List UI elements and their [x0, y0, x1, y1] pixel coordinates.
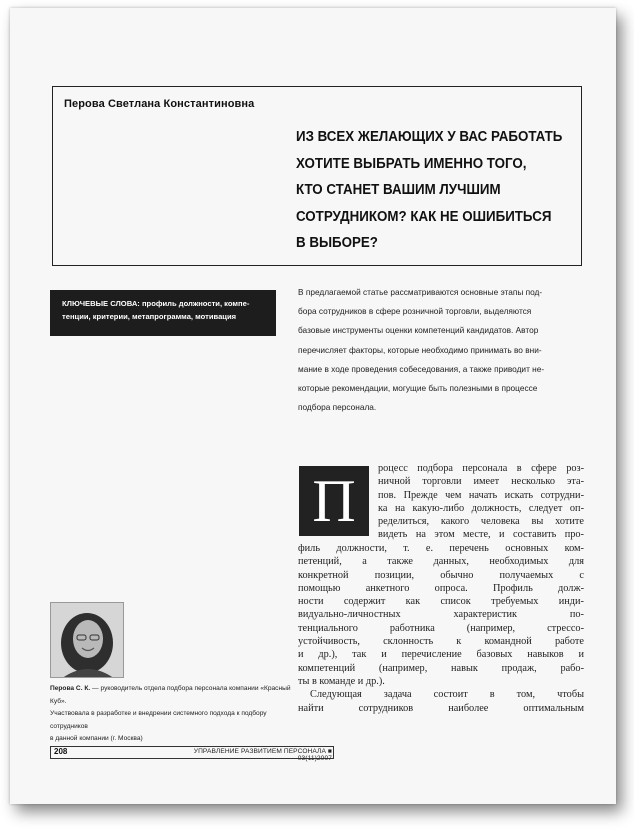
author-caption	[50, 683, 292, 746]
caption-text: — руководитель отдела подбора персонала компании «Красный Куб».	[50, 685, 291, 705]
caption-line: Участвовала в разработке и внедрении системного подхода к подбору сотрудников	[50, 710, 267, 730]
body-line: ты в команде и др.).	[298, 675, 385, 687]
page-number: 208	[54, 747, 68, 756]
abstract-line: которые рекомендации, могущие быть полезными в процессе	[298, 383, 538, 394]
body-line: видеть на этом месте, и составить про-	[378, 529, 584, 541]
keywords-text: профиль должности, компе-	[141, 299, 250, 308]
body-line: пов. Прежде чем начать искать сотрудни-	[378, 489, 584, 501]
body-line: Следующая задача состоит в том, чтобы	[310, 689, 584, 701]
keywords-line	[62, 297, 264, 310]
abstract-line: подбора персонала.	[298, 402, 377, 413]
body-line: найти сотрудников наиболее оптимальным	[298, 702, 584, 714]
body-line: ничной торговли имеет несколько эта-	[378, 476, 584, 488]
keywords-line: тенции, критерии, метапрограмма, мотивация	[62, 312, 237, 321]
body-line: видуально-личностных характеристик по-	[298, 609, 584, 621]
caption-name: Перова С. К.	[50, 685, 91, 692]
body-line: ка на какую-либо должность, следует оп-	[378, 502, 584, 514]
body-line: устойчивость, склонность к командной работе	[298, 636, 584, 648]
body-line: ределиться, какого человека вы хотите	[378, 516, 584, 528]
abstract-line: В предлагаемой статье рассматриваются основные этапы под-	[298, 287, 543, 297]
keywords-label: КЛЮЧЕВЫЕ СЛОВА:	[62, 299, 140, 308]
body-text-indented	[378, 462, 584, 542]
body-line: тенциального работника (например, стрессо-	[298, 622, 584, 634]
body-line: и др.), так и перечисление базовых навыков и	[298, 649, 584, 661]
body-line: компетенций (например, навык продаж, рабо-	[298, 662, 584, 674]
caption-line	[50, 683, 292, 708]
keywords-box	[50, 290, 276, 336]
body-line: роцесс подбора персонала в сфере роз-	[378, 463, 584, 474]
body-line: ности содержит как список требуемых инди-	[298, 596, 584, 608]
abstract-line: базовые инструменты оценки компетенций кандидатов. Автор	[298, 325, 539, 336]
title-line: ХОТИТЕ ВЫБРАТЬ ИМЕННО ТОГО,	[296, 155, 527, 172]
title-line: СОТРУДНИКОМ? КАК НЕ ОШИБИТЬСЯ	[296, 208, 552, 225]
body-line: филь должности, т. е. перечень основных ком-	[298, 543, 584, 554]
journal-name: УПРАВЛЕНИЕ РАЗВИТИЕМ ПЕРСОНАЛА ■ 03(11)2007	[193, 748, 332, 762]
body-line: помощью анкетного опроса. Профиль долж-	[298, 582, 584, 594]
abstract-line: перечисляет факторы, которые необходимо принимать во вни-	[298, 344, 542, 355]
author-photo	[50, 602, 124, 678]
drop-cap: П	[299, 466, 369, 536]
body-line: конкретной позиции, обычно получаемых с	[298, 569, 584, 581]
article-title	[296, 124, 563, 257]
abstract-line: мание в ходе проведения собеседования, а также приводит не-	[298, 363, 545, 374]
body-text	[298, 542, 584, 715]
title-line: В ВЫБОРЕ?	[296, 235, 378, 251]
body-line: петенций, а также данных, необходимых для	[298, 556, 584, 568]
abstract	[298, 283, 584, 417]
caption-line: в данной компании (г. Москва)	[50, 735, 143, 743]
abstract-line: бора сотрудников в сфере розничной торговли, выделяются	[298, 306, 532, 317]
title-line: ИЗ ВСЕХ ЖЕЛАЮЩИХ У ВАС РАБОТАТЬ	[296, 129, 563, 145]
author-name: Перова Светлана Константиновна	[64, 98, 255, 110]
title-line: КТО СТАНЕТ ВАШИМ ЛУЧШИМ	[296, 182, 501, 198]
